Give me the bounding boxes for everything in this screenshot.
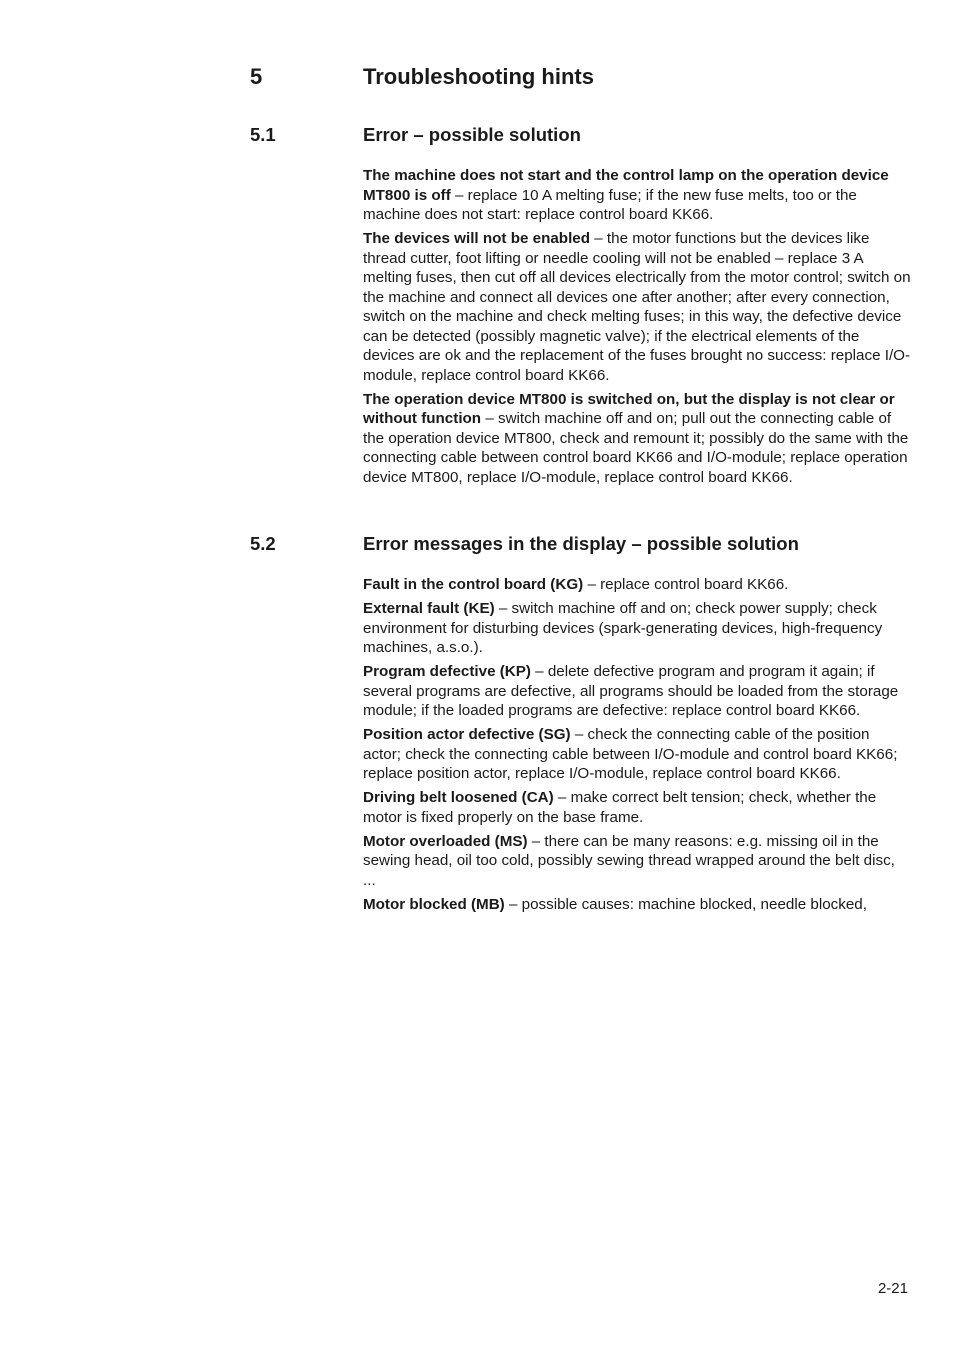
entry-term: Program defective (KP) (363, 663, 531, 680)
entry-text: – switch machine off and on; pull out the connecting cable of the operation device MT800, check and remount it; possibly do the same with the connecting cable between control board KK66 and I/O-module; replace operation device MT800, replace I/O-module, replace control board KK66. (363, 410, 909, 486)
entry-text: – switch machine off and on; check power supply; check environment for disturbing devices (spark-generating devices, high-frequency machines, a.s.o.). (363, 600, 883, 656)
entry-text: – possible causes: machine blocked, needle blocked, (504, 895, 867, 913)
entry-ke (363, 599, 911, 658)
entry-ms (363, 832, 911, 891)
entry-term: Fault in the control board (KG) (363, 576, 584, 593)
section-number: 5.1 (250, 124, 276, 145)
chapter-number: 5 (250, 64, 263, 89)
entry-text: – replace control board KK66. (583, 576, 789, 593)
entry-kg (363, 575, 911, 595)
entry-text: – replace 10 A melting fuse; if the new fuse melts, too or the machine does not start: replace control board KK66. (363, 186, 857, 223)
page-number: 2-21 (877, 1280, 908, 1297)
section-title: Error – possible solution (363, 124, 581, 145)
entry-term: The operation device MT800 is switched on, but the display is not clear or without function (363, 390, 895, 427)
entry-term: Motor blocked (MB) (363, 895, 505, 913)
entry-text: – delete defective program and program it again; if several programs are defective, all programs should be loaded from the storage module; if the loaded programs are defective: replace control board KK66. (363, 663, 899, 719)
entry-term: External fault (KE) (363, 600, 495, 617)
entry-kp (363, 662, 911, 721)
entry-ca (363, 788, 911, 827)
entry-text: – there can be many reasons: e.g. missing oil in the sewing head, oil too cold, possibly sewing thread wrapped around the belt disc, ... (363, 832, 895, 889)
entry-term: The devices will not be enabled (363, 230, 591, 247)
entry-term: The machine does not start and the control lamp on the operation device MT800 is off (363, 167, 889, 204)
entry-term: Position actor defective (SG) (363, 726, 571, 743)
entry-sg (363, 725, 911, 784)
section-title: Error messages in the display – possible solution (363, 533, 799, 554)
entry-term: Driving belt loosened (CA) (363, 789, 554, 806)
chapter-title: Troubleshooting hints (363, 64, 594, 89)
entry-no-start (363, 166, 911, 225)
entry-devices-not-enabled (363, 229, 911, 385)
section-number: 5.2 (250, 533, 276, 554)
entry-term: Motor overloaded (MS) (363, 832, 528, 850)
entry-display-unclear (363, 390, 911, 488)
entry-text: – make correct belt tension; check, whether the motor is fixed properly on the base frame. (363, 789, 877, 826)
section-body-5-2 (363, 575, 911, 919)
entry-text: – check the connecting cable of the position actor; check the connecting cable between I/O-module and control board KK66; replace position actor, replace I/O-module, replace control board KK66. (363, 726, 898, 782)
section-body-5-1 (363, 166, 911, 492)
entry-text: – the motor functions but the devices like thread cutter, foot lifting or needle cooling will not be enabled – replace 3 A melting fuses, then cut off all devices electrically from the motor control; switch on the machine and connect all devices one after another; after every connection, switch on the machine and check melting fuses; in this way, the defective device can be detected (possibly magnetic valve); if the electrical elements of the devices are ok and the replacement of the fuses brought no success: replace I/O-module, replace control board KK66. (363, 230, 911, 384)
entry-mb (363, 895, 911, 915)
